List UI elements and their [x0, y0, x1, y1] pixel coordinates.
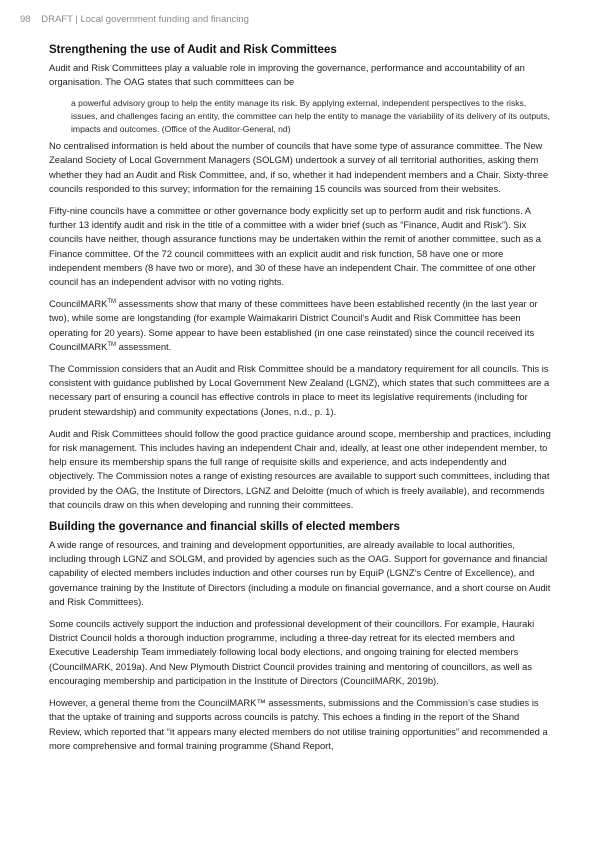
running-title: DRAFT | Local government funding and financing [41, 14, 249, 25]
trademark-mark: TM [107, 341, 117, 348]
page-body [49, 43, 551, 761]
paragraph: No centralised information is held about the number of councils that have some type of assurance committee. The New Zealand Society of Local Government Managers (SOLGM) undertook a survey of all territorial authorities, asking them whether they had an Audit and Risk Committee, and, if so, whether it had independent members and a Chair. Sixty-three councils responded to this survey; information for the remaining 15 councils was sourced from their websites. [49, 140, 549, 194]
paragraph: Some councils actively support the induction and professional development of their councillors. For example, Hauraki District Council holds a thorough induction programme, including a three-day retreat for its elected members and Executive Leadership Team immediately following local body elections, and ongoing training for elected members (CouncilMARK, 2019a). And New Plymouth District Council provides training and mentoring of councillors, as well as encouraging membership and participation in the Institute of Directors (CouncilMARK, 2019b). [49, 618, 535, 686]
page-number: 98 [20, 14, 31, 25]
paragraph: Audit and Risk Committees play a valuable role in improving the governance, performance and accountability of an organisation. The OAG states that such committees can be [49, 62, 525, 88]
text-run: assessments show that many of these committees have been established recently (in the last year or two), while some are longstanding (for example Waimakariri District Council’s Audit and Risk Committee has been operating for 20 years). Some appear to have been established (in one case reinstated) since the council received its CouncilMARK [49, 298, 538, 352]
paragraph: A wide range of resources, and training and development opportunities, are already available to local authorities, including through LGNZ and SOLGM, and provided by agencies such as the OAG. Support for governance and financial capability of elected members includes induction and other courses run by EquiP (LGNZ’s Centre of Excellence), and governance training by the Institute of Directors (including a module on financial governance, and a short course on Audit and Risk Committees). [49, 539, 551, 607]
section-heading-audit-risk: Strengthening the use of Audit and Risk Committees [49, 44, 337, 56]
block-quote: a powerful advisory group to help the entity manage its risk. By applying external, independent perspectives to the risks, issues, and challenges facing an entity, the committee can help the entity to manage the variability of its delivery of its outputs, impacts and outcomes. (Office of the Auditor-General, nd) [71, 98, 550, 134]
paragraph: The Commission considers that an Audit and Risk Committee should be a mandatory requirement for all councils. This is consistent with guidance published by Local Government New Zealand (LGNZ), which states that such committees are a necessary part of ensuring a council has effective controls in place to meet its legislative requirements (including for prudent stewardship) and community expectations (Jones, n.d., p. 1). [49, 363, 550, 417]
text-run: assessment. [116, 340, 172, 352]
paragraph: Audit and Risk Committees should follow the good practice guidance around scope, membership and practices, including for risk management. This includes having an independent Chair and, ideally, at least one other independent member, to help ensure its membership spans the full range of requisite skills and experience, and acts independently and objectively. The Commission notes a range of existing resources are available to support such committees, including that provided by the OAG, the Institute of Directors, LGNZ and Deloitte (much of which is freely available), and recommends that councils draw on this when developing and running their committees. [49, 427, 551, 510]
paragraph [49, 297, 551, 354]
text-run: CouncilMARK [49, 298, 108, 310]
paragraph: However, a general theme from the CouncilMARK™ assessments, submissions and the Commission’s case studies is that the uptake of training and supports across councils is patchy. This echoes a finding in the report of the Shand Review, which reported that “it appears many elected members do not utilise training opportunities” and recommended a more comprehensive and formal training programme (Shand Report, [49, 697, 548, 751]
section-heading-governance-skills: Building the governance and financial skills of elected members [49, 521, 400, 534]
trademark-mark: TM [107, 299, 117, 306]
running-header [20, 14, 249, 25]
paragraph: Fifty-nine councils have a committee or other governance body explicitly set up to perform audit and risk functions. A further 13 identify audit and risk in the title of a committee with a wider brief (such as “Finance, Audit and Risk”). Six councils have neither, though assurance functions may be undertaken within the remit of another committee, such as a Finance committee. Of the 72 council committees with an explicit audit and risk function, 58 have one or more independent members (8 have two or more), and 30 of these have an independent Chair. The committee of one other council has an independent advisor with no voting rights. [49, 205, 541, 288]
